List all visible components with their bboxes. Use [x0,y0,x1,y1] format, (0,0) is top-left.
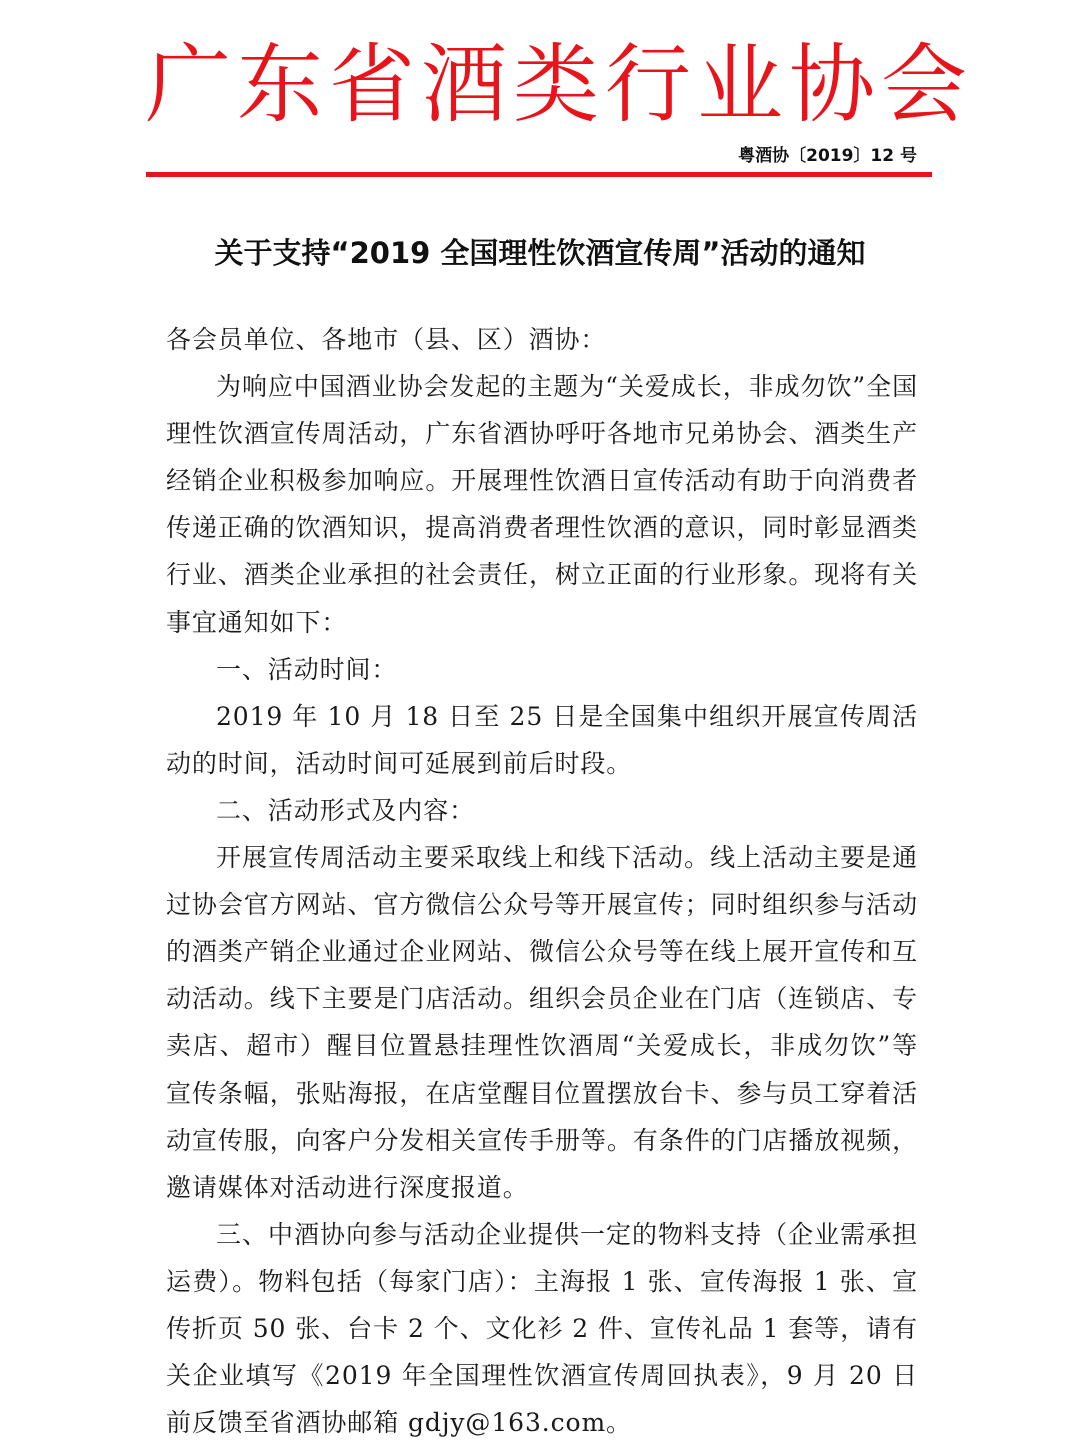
salutation: 各会员单位、各地市（县、区）酒协： [166,325,607,354]
document-body [166,316,918,1446]
paragraph-activity-time: 2019 年 10 月 18 日至 25 日是全国集中组织开展宣传周活动的时间，活动时间可延展到前后时段。 [166,701,918,778]
paragraph-activity-form: 开展宣传周活动主要采取线上和线下活动。线上活动主要是通过协会官方网站、官方微信公众号等开展宣传；同时组织参与活动的酒类产销企业通过企业网站、微信公众号等在线上展开宣传和互动活动。线下主要是门店活动。组织会员企业在门店（连锁店、专卖店、超市）醒目位置悬挂理性饮酒周“关爱成长，非成勿饮”等宣传条幅，张贴海报，在店堂醒目位置摆放台卡、参与员工穿着活动宣传服，向客户分发相关宣传手册等。有条件的门店播放视频，邀请媒体对活动进行深度报道。 [166,843,918,1202]
letterhead-red-rule [146,172,932,177]
document-number: 粤酒协〔2019〕12 号 [738,146,917,166]
section-heading-activity-time: 一、活动时间： [216,654,398,684]
section-heading-activity-form: 二、活动形式及内容： [216,795,476,825]
document-title: 关于支持“2019 全国理性饮酒宣传周”活动的通知 [214,236,866,270]
paragraph-material-support: 三、中酒协向参与活动企业提供一定的物料支持（企业需承担运费）。物料包括（每家门店）：主海报 1 张、宣传海报 1 张、宣传折页 50 张、台卡 2 个、文化衫 2 件、宣传礼品 1 套等，请有关企业填写《2019 年全国理性饮酒宣传周回执表》，9 月 20 日前反馈至省酒协邮箱 gdjy@163.com。 [166,1219,918,1438]
letterhead-organization-name: 广东省酒类行业协会 [145,35,973,135]
paragraph-intro: 为响应中国酒业协会发起的主题为“关爱成长，非成勿饮”全国理性饮酒宣传周活动，广东省酒协呼吁各地市兄弟协会、酒类生产经销企业积极参加响应。开展理性饮酒日宣传活动有助于向消费者传递正确的饮酒知识，提高消费者理性饮酒的意识，同时彰显酒类行业、酒类企业承担的社会责任，树立正面的行业形象。现将有关事宜通知如下： [166,372,918,637]
